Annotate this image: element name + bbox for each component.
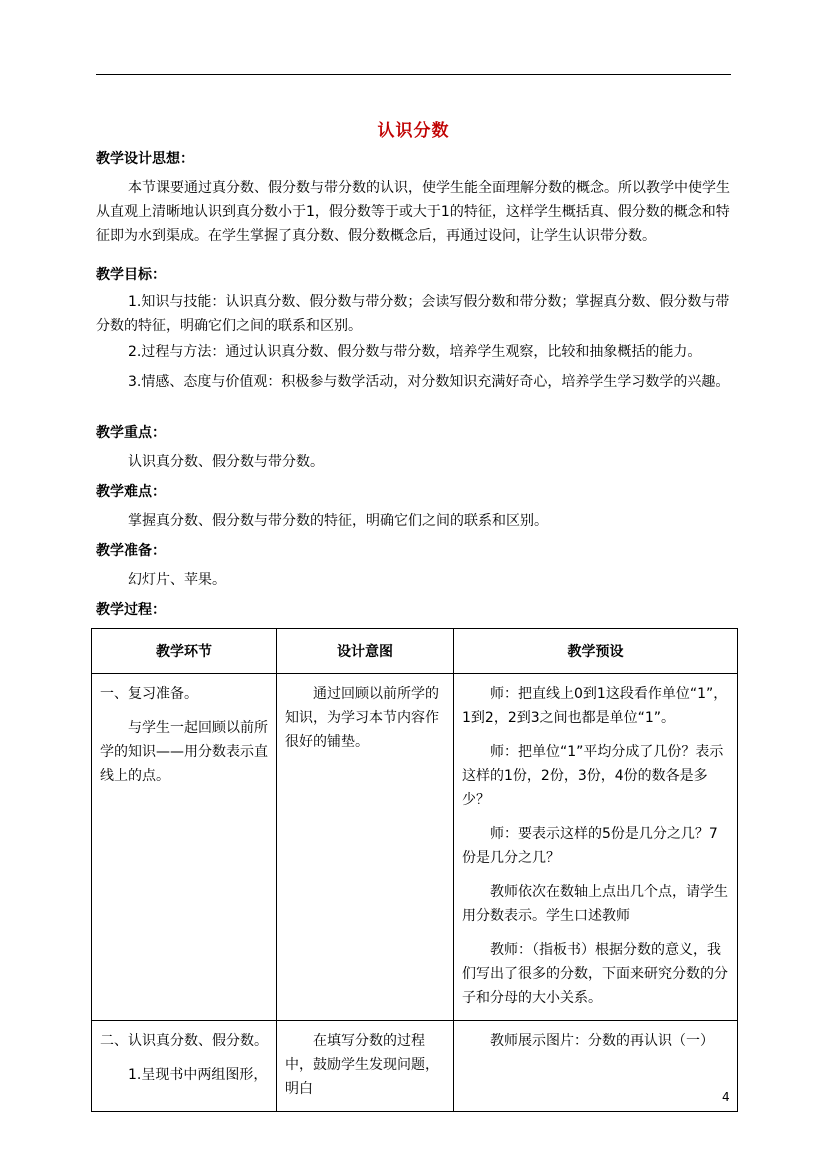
table-cell [277, 1021, 454, 1112]
table-header-row [92, 629, 738, 674]
prep-text: 幻灯片、苹果。 [128, 572, 226, 588]
cell-text: 二、认识真分数、假分数。 [100, 1033, 268, 1049]
cell-text: 教师：（指板书）根据分数的意义，我们写出了很多的分数，下面来研究分数的分子和分母的大小关系。 [462, 942, 728, 1006]
heading-difficulty: 教学难点： [96, 484, 166, 500]
header-rule [96, 74, 731, 75]
cell-text: 一、复习准备。 [100, 686, 198, 702]
page-number: 4 [722, 1090, 730, 1104]
difficulty-text: 掌握真分数、假分数与带分数的特征，明确它们之间的联系和区别。 [128, 513, 548, 529]
cell-text: 在填写分数的过程中，鼓励学生发现问题，明白 [285, 1033, 439, 1097]
cell-text: 师：要表示这样的5份是几分之几？7份是几分之几？ [462, 826, 718, 866]
table-header-cell: 设计意图 [277, 629, 454, 674]
cell-text: 师：把直线上0到1这段看作单位“1”，1到2，2到3之间也都是单位“1”。 [462, 686, 728, 726]
process-table [91, 628, 738, 1112]
design-paragraph: 本节课要通过真分数、假分数与带分数的认识，使学生能全面理解分数的概念。所以教学中使学生从直观上清晰地认识到真分数小于1，假分数等于或大于1的特征，这样学生概括真、假分数的概念和特征即为水到渠成。在学生掌握了真分数、假分数概念后，再通过设问，让学生认识带分数。 [96, 180, 730, 244]
cell-text: 师：把单位“1”平均分成了几份？表示这样的1份，2份，3份，4份的数各是多少？ [462, 744, 724, 808]
heading-design: 教学设计思想： [96, 151, 194, 167]
key-text: 认识真分数、假分数与带分数。 [128, 454, 324, 470]
heading-key: 教学重点： [96, 425, 166, 441]
table-cell [454, 674, 738, 1021]
table-header-cell: 教学预设 [454, 629, 738, 674]
goal-item-1: 1.知识与技能：认识真分数、假分数与带分数；会读写假分数和带分数；掌握真分数、假分数与带分数的特征，明确它们之间的联系和区别。 [96, 294, 730, 334]
heading-goals: 教学目标： [96, 267, 166, 283]
cell-text: 教师依次在数轴上点出几个点，请学生用分数表示。学生口述教师 [462, 884, 728, 924]
table-header-cell: 教学环节 [92, 629, 277, 674]
table-cell [92, 674, 277, 1021]
heading-process: 教学过程： [96, 602, 166, 618]
table-cell [92, 1021, 277, 1112]
cell-text: 1.呈现书中两组图形， [128, 1067, 268, 1083]
table-cell [277, 674, 454, 1021]
goal-item-3: 3.情感、态度与价值观：积极参与数学活动，对分数知识充满好奇心，培养学生学习数学的兴趣。 [128, 374, 730, 390]
table-row [92, 1021, 738, 1112]
cell-text: 通过回顾以前所学的知识，为学习本节内容作很好的铺垫。 [285, 686, 439, 750]
cell-text: 教师展示图片：分数的再认识（一） [490, 1033, 714, 1049]
goal-item-2: 2.过程与方法：通过认识真分数、假分数与带分数，培养学生观察，比较和抽象概括的能力。 [128, 344, 702, 360]
heading-prep: 教学准备： [96, 543, 166, 559]
table-cell [454, 1021, 738, 1112]
page-title: 认识分数 [377, 121, 450, 141]
table-row [92, 674, 738, 1021]
cell-text: 与学生一起回顾以前所学的知识——用分数表示直线上的点。 [100, 720, 268, 784]
